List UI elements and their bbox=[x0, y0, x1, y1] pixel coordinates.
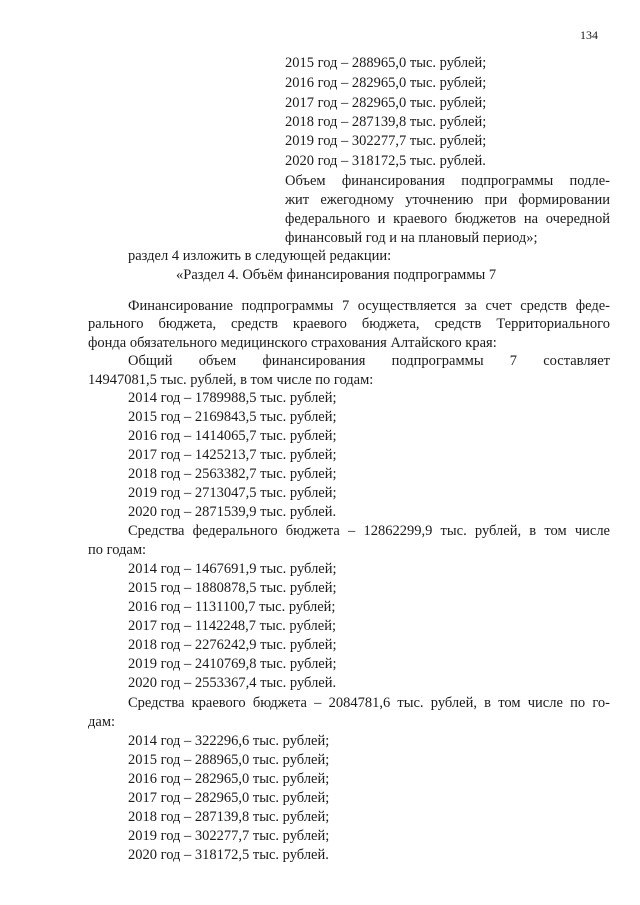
list-item: 2020 год – 318172,5 тыс. рублей. bbox=[128, 847, 329, 863]
list-item: 2020 год – 2553367,4 тыс. рублей. bbox=[128, 675, 337, 691]
list-item: 2020 год – 2871539,9 тыс. рублей. bbox=[128, 504, 337, 520]
paragraph-line: фонда обязательного медицинского страхования Алтайского края: bbox=[88, 335, 497, 351]
note-line: жит ежегодному уточнению при формировании bbox=[285, 192, 610, 208]
list-item: 2018 год – 2276242,9 тыс. рублей; bbox=[128, 637, 337, 653]
section-heading: «Раздел 4. Объём финансирования подпрограммы 7 bbox=[176, 267, 497, 283]
note-line: Объем финансирования подпрограммы подле- bbox=[285, 173, 610, 189]
list-item: 2016 год – 1131100,7 тыс. рублей; bbox=[128, 599, 336, 615]
list-item: 2018 год – 2563382,7 тыс. рублей; bbox=[128, 466, 337, 482]
paragraph-line: Средства федерального бюджета – 12862299,9 тыс. рублей, в том числе bbox=[128, 523, 610, 539]
list-item: 2014 год – 322296,6 тыс. рублей; bbox=[128, 733, 330, 749]
list-item: 2019 год – 2713047,5 тыс. рублей; bbox=[128, 485, 337, 501]
list-item: 2016 год – 1414065,7 тыс. рублей; bbox=[128, 428, 337, 444]
list-item: 2015 год – 2169843,5 тыс. рублей; bbox=[128, 409, 337, 425]
paragraph-line: Средства краевого бюджета – 2084781,6 тыс. рублей, в том числе по го- bbox=[128, 695, 610, 711]
paragraph-line: рального бюджета, средств краевого бюджета, средств Территориального bbox=[88, 316, 610, 332]
list-item: 2018 год – 287139,8 тыс. рублей; bbox=[128, 809, 330, 825]
list-item: 2018 год – 287139,8 тыс. рублей; bbox=[285, 114, 487, 130]
list-item: 2019 год – 302277,7 тыс. рублей; bbox=[285, 133, 487, 149]
list-item: 2016 год – 282965,0 тыс. рублей; bbox=[128, 771, 330, 787]
paragraph-line: Финансирование подпрограммы 7 осуществляется за счет средств феде- bbox=[128, 298, 610, 314]
list-item: 2017 год – 282965,0 тыс. рублей; bbox=[128, 790, 330, 806]
list-item: 2019 год – 302277,7 тыс. рублей; bbox=[128, 828, 330, 844]
paragraph-line: Общий объем финансирования подпрограммы 7 составляет bbox=[128, 353, 610, 369]
list-item: 2015 год – 1880878,5 тыс. рублей; bbox=[128, 580, 337, 596]
list-item: 2017 год – 1142248,7 тыс. рублей; bbox=[128, 618, 336, 634]
note-line: федерального и краевого бюджетов на очередной bbox=[285, 211, 610, 227]
note-line: финансовый год и на плановый период»; bbox=[285, 230, 538, 246]
paragraph-line: дам: bbox=[88, 714, 116, 730]
instruction-text: раздел 4 изложить в следующей редакции: bbox=[128, 248, 392, 264]
list-item: 2015 год – 288965,0 тыс. рублей; bbox=[285, 55, 487, 71]
paragraph-line: по годам: bbox=[88, 542, 147, 558]
list-item: 2015 год – 288965,0 тыс. рублей; bbox=[128, 752, 330, 768]
list-item: 2019 год – 2410769,8 тыс. рублей; bbox=[128, 656, 337, 672]
page-number: 134 bbox=[580, 28, 598, 42]
list-item: 2017 год – 282965,0 тыс. рублей; bbox=[285, 95, 487, 111]
list-item: 2014 год – 1467691,9 тыс. рублей; bbox=[128, 561, 337, 577]
list-item: 2020 год – 318172,5 тыс. рублей. bbox=[285, 153, 486, 169]
list-item: 2016 год – 282965,0 тыс. рублей; bbox=[285, 75, 487, 91]
list-item: 2017 год – 1425213,7 тыс. рублей; bbox=[128, 447, 337, 463]
paragraph-line: 14947081,5 тыс. рублей, в том числе по годам: bbox=[88, 372, 374, 388]
list-item: 2014 год – 1789988,5 тыс. рублей; bbox=[128, 390, 337, 406]
